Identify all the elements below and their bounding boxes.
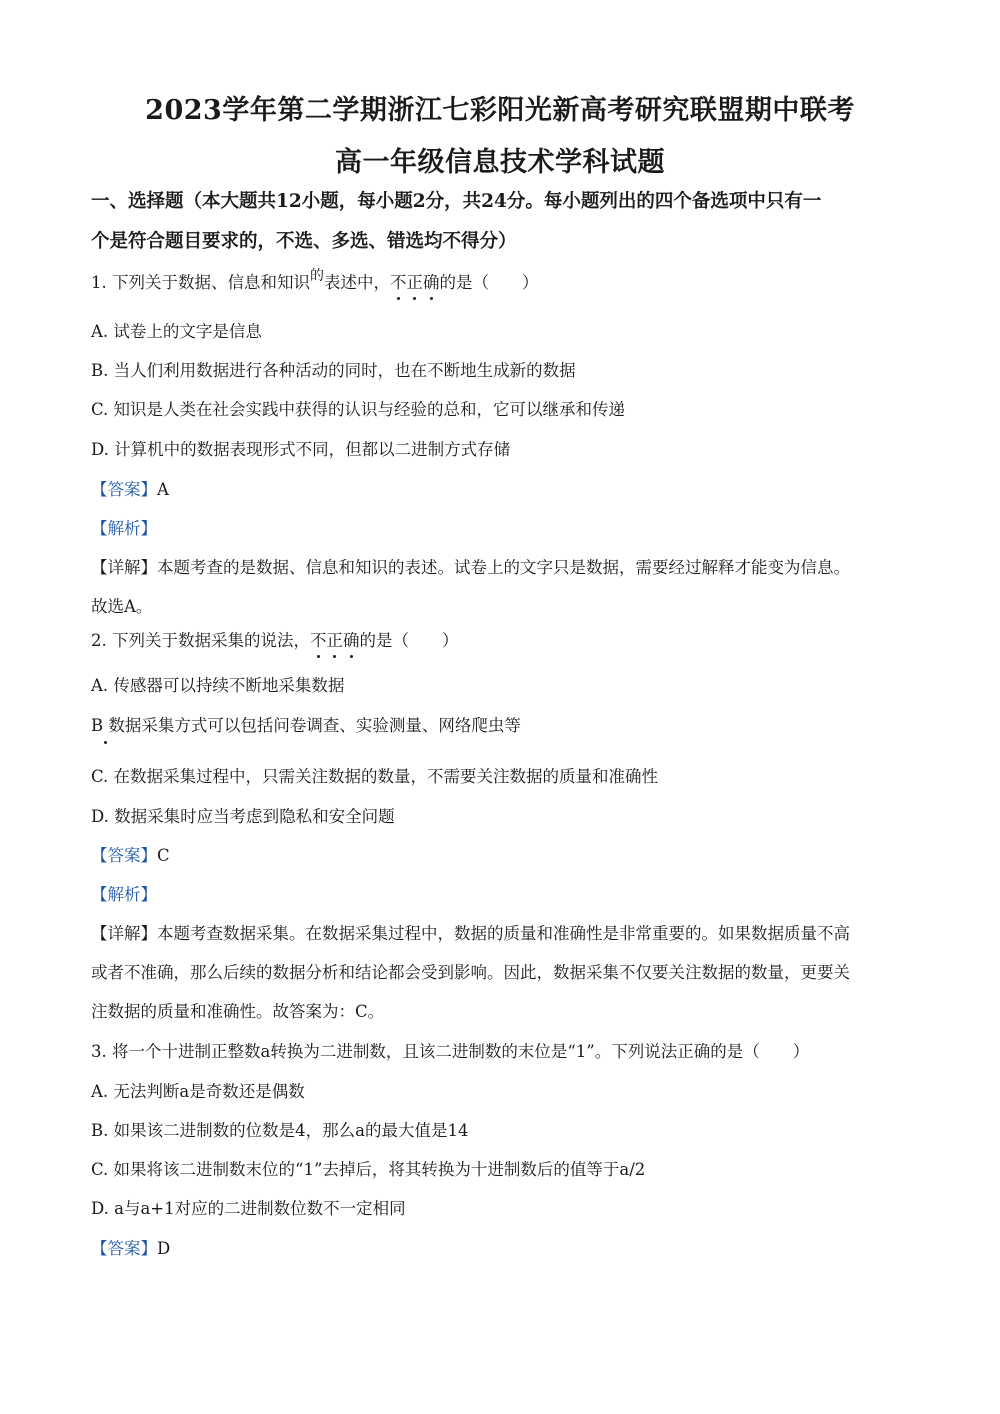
q1-option-d: D. 计算机中的数据表现形式不同，但都以二进制方式存储 <box>91 440 511 459</box>
emphasis-dot-char: 正 <box>406 273 423 292</box>
exam-title: 2023学年第二学期浙江七彩阳光新高考研究联盟期中联考 <box>145 95 855 126</box>
q1-detail-line1: 【详解】本题考查的是数据、信息和知识的表述。试卷上的文字只是数据，需要经过解释才能变为信息。 <box>91 558 850 577</box>
emphasis-dot-char: 正 <box>326 631 343 650</box>
q1-superscript: 的 <box>310 268 324 284</box>
emphasis-dot-char: 确 <box>343 631 360 650</box>
q3-option-b: B. 如果该二进制数的位数是4，那么a的最大值是14 <box>91 1121 469 1140</box>
detail-tag: 【详解】 <box>91 558 157 577</box>
q1-answer <box>91 478 916 502</box>
q2-detail-line3: 注数据的质量和准确性。故答案为：C。 <box>91 1002 385 1021</box>
exam-subtitle: 高一年级信息技术学科试题 <box>335 147 665 178</box>
detail-tag: 【详解】 <box>91 924 157 943</box>
answer-tag: 【答案】 <box>91 1239 157 1258</box>
q1-stem: 1. 下列关于数据、信息和知识$^的$表述中，不正确的是（ ） <box>91 268 539 292</box>
emphasis-dot-char: 确 <box>423 273 440 292</box>
q1-option-a: A. 试卷上的文字是信息 <box>91 322 262 341</box>
q2-detail-line2: 或者不准确，那么后续的数据分析和结论都会受到影响。因此，数据采集不仅要关注数据的数量，更要关 <box>91 963 850 982</box>
q1-option-b: B. 当人们利用数据进行各种活动的同时，也在不断地生成新的数据 <box>91 361 576 380</box>
q3-option-c: C. 如果将该二进制数末位的“1”去掉后，将其转换为十进制数后的值等于a/2 <box>91 1160 646 1179</box>
q2-detail-line1: 【详解】本题考查数据采集。在数据采集过程中，数据的质量和准确性是非常重要的。如果数据质量不高 <box>91 924 850 943</box>
answer-tag: 【答案】 <box>91 480 157 499</box>
emphasis-dot-char: 不 <box>310 631 327 650</box>
section-heading-line1: 一、选择题（本大题共12小题，每小题2分，共24分。每小题列出的四个备选项中只有一 <box>91 191 822 212</box>
q2-analysis-tag: 【解析】 <box>91 885 157 904</box>
q1-option-c: C. 知识是人类在社会实践中获得的认识与经验的总和，它可以继承和传递 <box>91 400 626 419</box>
q3-answer <box>91 1237 916 1261</box>
answer-value: D <box>157 1239 171 1258</box>
answer-value: A <box>157 480 169 499</box>
q2-option-c: C. 在数据采集过程中，只需关注数据的数量，不需要关注数据的质量和准确性 <box>91 767 659 786</box>
q3-stem: 3. 将一个十进制正整数a转换为二进制数，且该二进制数的末位是“1”。下列说法正确的是（ ） <box>91 1042 810 1061</box>
q1-analysis-tag: 【解析】 <box>91 519 157 538</box>
q1-detail-line2: 故选A。 <box>91 597 153 616</box>
q3-option-d: D. a与a+1对应的二进制数位数不一定相同 <box>91 1199 406 1218</box>
answer-tag: 【答案】 <box>91 846 157 865</box>
q2-stem: 2. 下列关于数据采集的说法，不正确的是（ ） <box>91 631 459 650</box>
q2-answer <box>91 844 916 868</box>
emphasis-dot-char: 不 <box>390 273 407 292</box>
q3-option-a: A. 无法判断a是奇数还是偶数 <box>91 1082 305 1101</box>
q2-option-d: D. 数据采集时应当考虑到隐私和安全问题 <box>91 807 395 826</box>
section-heading-line2: 个是符合题目要求的，不选、多选、错选均不得分） <box>91 231 517 252</box>
answer-value: C <box>157 846 170 865</box>
stray-dot <box>104 741 107 744</box>
q2-option-a: A. 传感器可以持续不断地采集数据 <box>91 676 345 695</box>
q2-option-b: B 数据采集方式可以包括问卷调查、实验测量、网络爬虫等 <box>91 716 521 735</box>
